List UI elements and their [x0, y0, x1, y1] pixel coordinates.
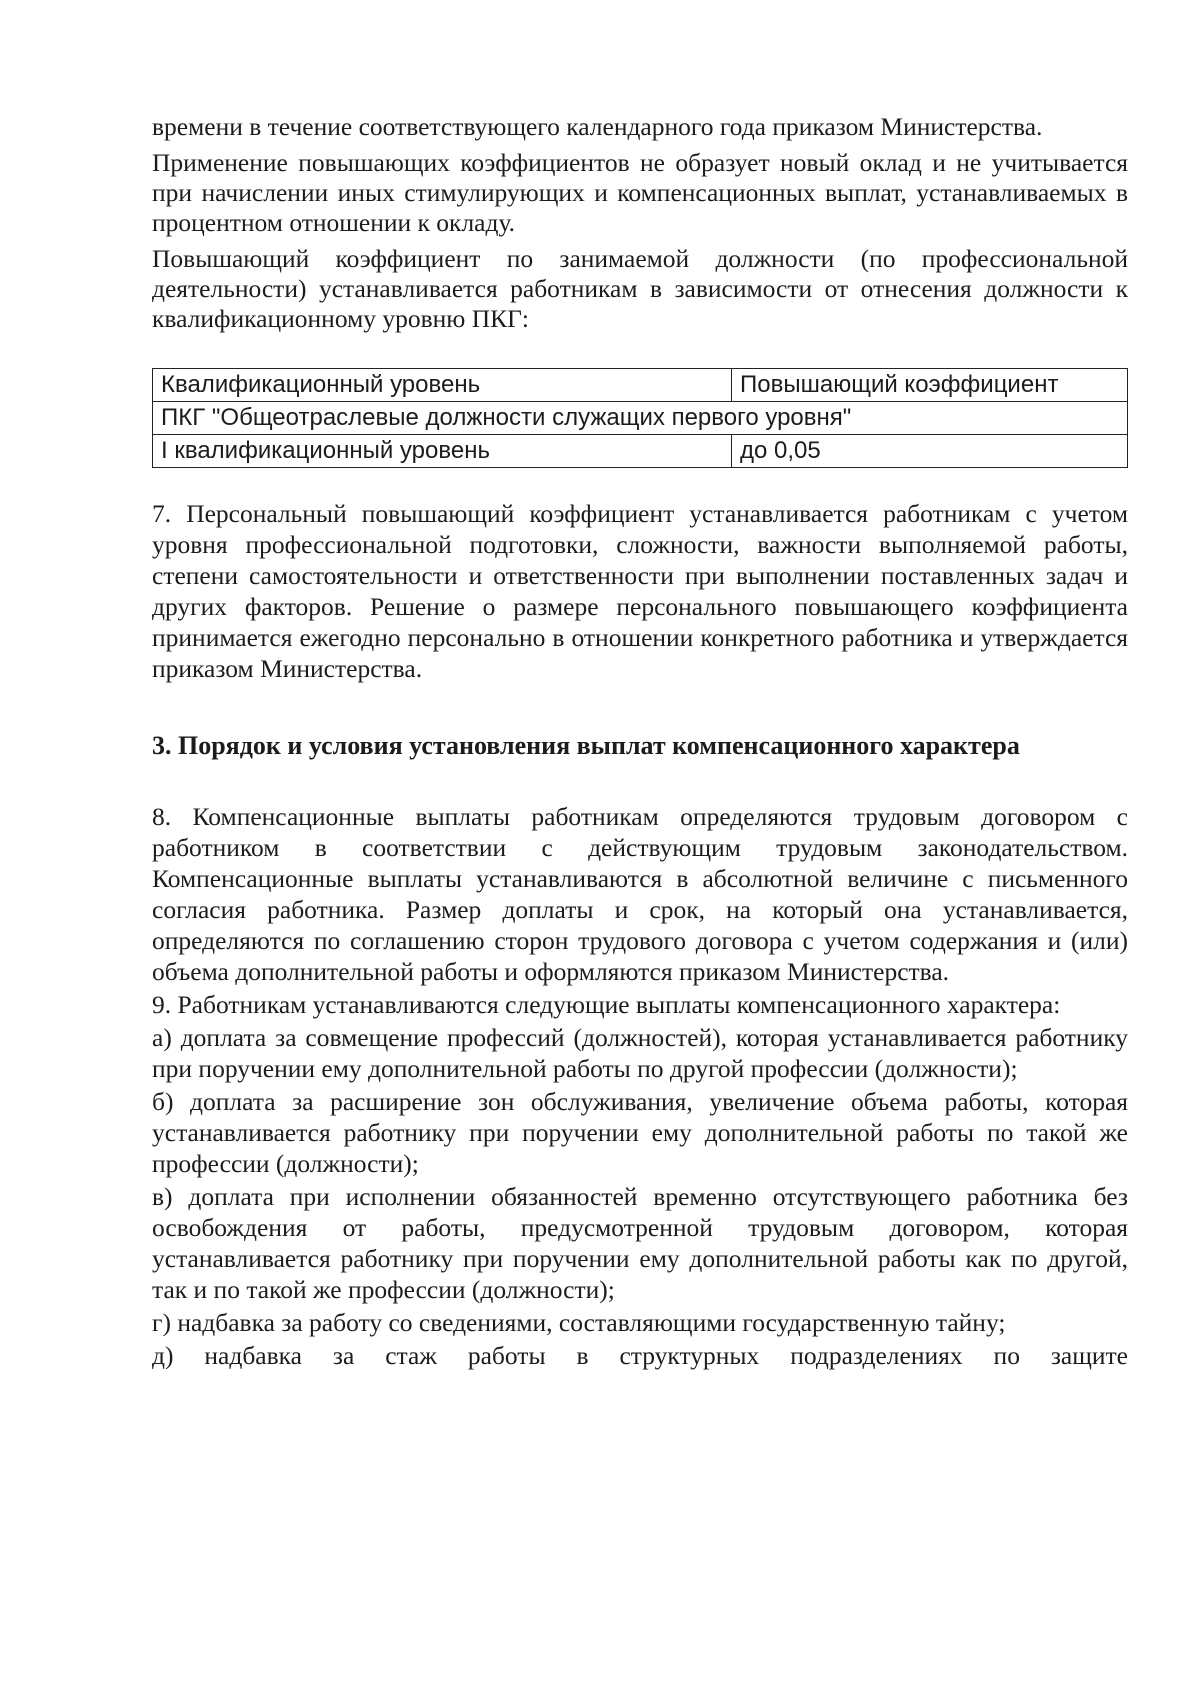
list-item-v: в) доплата при исполнении обязанностей временно отсутствующего работника без освобождения от работы, предусмотренной трудовым договором, которая устанавливается работнику при поручении ему дополнительной работы как по другой, так и по такой же профессии (должности); [152, 1182, 1128, 1304]
paragraph-continuation: времени в течение соответствующего календарного года приказом Министерства. [152, 112, 1043, 141]
document-page [152, 112, 1128, 1371]
table-header-row [153, 369, 1128, 402]
paragraph-position-coefficient: Повышающий коэффициент по занимаемой должности (по профессиональной деятельности) устанавливается работникам в зависимости от отнесения должности к квалификационному уровню ПКГ: [152, 244, 1128, 333]
paragraph-8: 8. Компенсационные выплаты работникам определяются трудовым договором с работником в соответствии с действующим трудовым законодательством. Компенсационные выплаты устанавливаются в абсолютной величине с письменного согласия работника. Размер доплаты и срок, на который она устанавливается, определяются по соглашению сторон трудового договора с учетом содержания и (или) объема дополнительной работы и оформляются приказом Министерства. [152, 802, 1128, 986]
table-header-coefficient: Повышающий коэффициент [732, 369, 1128, 402]
coefficient-table [152, 368, 1128, 468]
table-header-level: Квалификационный уровень [153, 369, 732, 402]
paragraph-coefficients-not-salary: Применение повышающих коэффициентов не образует новый оклад и не учитывается при начислении иных стимулирующих и компенсационных выплат, устанавливаемых в процентном отношении к окладу. [152, 148, 1128, 237]
section-heading: 3. Порядок и условия установления выплат компенсационного характера [152, 731, 1020, 760]
table-cell-coefficient: до 0,05 [732, 435, 1128, 468]
list-item-a: а) доплата за совмещение профессий (должностей), которая устанавливается работнику при поручении ему дополнительной работы по другой профессии (должности); [152, 1023, 1128, 1083]
paragraph-7: 7. Персональный повышающий коэффициент устанавливается работникам с учетом уровня профессиональной подготовки, сложности, важности выполняемой работы, степени самостоятельности и ответственности при выполнении поставленных задач и других факторов. Решение о размере персонального повышающего коэффициента принимается ежегодно персонально в отношении конкретного работника и утверждается приказом Министерства. [152, 499, 1128, 683]
table-cell-level: I квалификационный уровень [153, 435, 732, 468]
list-item-g: г) надбавка за работу со сведениями, составляющими государственную тайну; [152, 1308, 1006, 1337]
paragraph-9: 9. Работникам устанавливаются следующие выплаты компенсационного характера: [152, 990, 1061, 1019]
table-group-row [153, 402, 1128, 435]
list-item-d: д) надбавка за стаж работы в структурных подразделениях по защите [152, 1341, 1128, 1370]
table-row [153, 435, 1128, 468]
list-item-b: б) доплата за расширение зон обслуживания, увеличение объема работы, которая устанавливается работнику при поручении ему дополнительной работы по такой же профессии (должности); [152, 1087, 1128, 1178]
table-group-label: ПКГ "Общеотраслевые должности служащих первого уровня" [153, 402, 1128, 435]
